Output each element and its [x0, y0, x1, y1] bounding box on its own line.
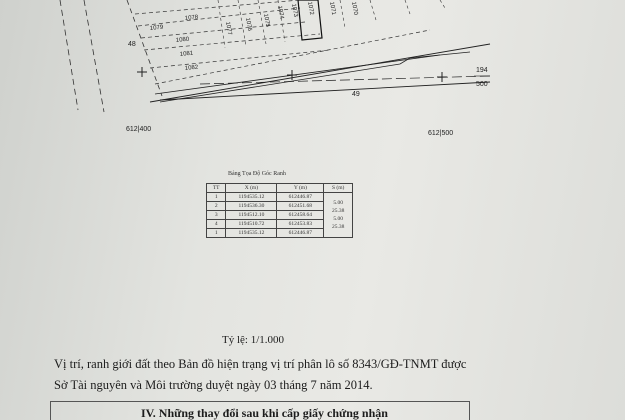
table-title: Bảng Tọa Độ Góc Ranh	[228, 171, 286, 177]
edge-label: 48	[128, 41, 136, 48]
point-number: 1	[207, 193, 226, 202]
x-coordinate: 1194510.72	[226, 220, 277, 229]
road-line	[155, 55, 440, 94]
parcel-number: 1074	[276, 5, 285, 20]
point-number: 4	[207, 220, 226, 229]
table-header-row	[207, 184, 353, 193]
column-header: X (m)	[226, 184, 277, 193]
road-line	[150, 44, 490, 102]
distance-cell	[324, 193, 353, 238]
x-coordinate: 1194535.12	[226, 229, 277, 238]
parcel-number: 1082	[184, 64, 199, 72]
column-header: S (m)	[324, 184, 353, 193]
y-coordinate: 612453.83	[277, 220, 324, 229]
boundary-line	[127, 0, 162, 96]
parcel-number: 1073	[290, 3, 299, 18]
edge-label: 49	[352, 91, 360, 98]
parcel-number: 1076	[244, 17, 253, 32]
x-coordinate: 1194512.10	[226, 211, 277, 220]
parcel-number: 1075	[262, 13, 271, 28]
distance-value: 25.38	[331, 208, 345, 214]
point-number: 1	[207, 229, 226, 238]
description-line: Vị trí, ranh giới đất theo Bản đồ hiện trạng vị trí phân lô số 8343/GĐ-TNMT được	[54, 357, 467, 371]
distance-value: 5.00	[333, 200, 343, 206]
road-label: 194	[476, 67, 488, 74]
road-line	[160, 82, 490, 100]
boundary-coordinate-table	[206, 183, 353, 238]
y-coordinate: 612458.64	[277, 211, 324, 220]
y-coordinate: 612446.87	[277, 193, 324, 202]
grid-coordinate: 612|400	[126, 126, 152, 133]
parcel-number: 1079	[149, 24, 164, 32]
parcel-number: 1080	[175, 36, 190, 44]
column-header: TT	[207, 184, 226, 193]
distance-value: 5.00	[333, 216, 343, 222]
cadastral-map	[0, 0, 625, 150]
point-number: 2	[207, 202, 226, 211]
x-coordinate: 1194536.30	[226, 202, 277, 211]
y-coordinate: 612451.68	[277, 202, 324, 211]
parcel-number: 1081	[179, 50, 194, 58]
parcel-number: 1077	[224, 21, 233, 36]
parcel-number: 1072	[306, 1, 315, 16]
parcel-number: 1078	[184, 14, 199, 22]
grid-coordinate: 612|500	[428, 130, 454, 137]
distance-value: 25.38	[331, 224, 345, 230]
y-coordinate: 612446.87	[277, 229, 324, 238]
section-heading: IV. Những thay đổi sau khi cấp giấy chứng nhận	[50, 401, 470, 420]
road-label: 500	[476, 81, 488, 88]
boundary-line	[84, 0, 104, 112]
parcel-number: 1071	[328, 1, 337, 16]
point-number: 3	[207, 211, 226, 220]
table-row	[207, 193, 353, 202]
location-description	[54, 354, 524, 396]
map-scale: Tỷ lệ: 1/1.000	[222, 334, 285, 346]
boundary-line	[60, 0, 78, 110]
parcel-number: 1070	[350, 1, 359, 16]
x-coordinate: 1194535.12	[226, 193, 277, 202]
column-header: Y (m)	[277, 184, 324, 193]
description-line: Sở Tài nguyên và Môi trường duyệt ngày 03 tháng 7 năm 2014.	[54, 378, 373, 392]
